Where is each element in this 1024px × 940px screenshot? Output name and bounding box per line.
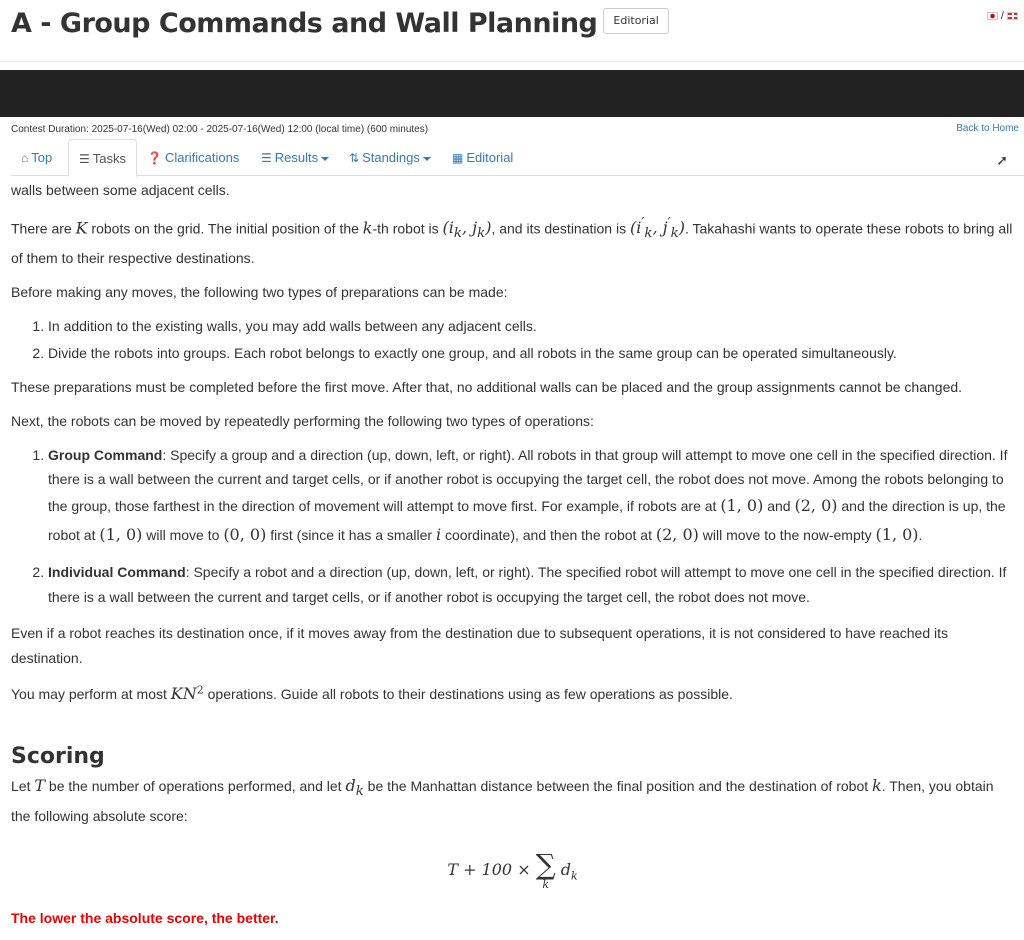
- op-title: Group Command: [48, 446, 163, 463]
- math-K: K: [75, 218, 88, 238]
- page-header: [0, 0, 1024, 62]
- page-title: [11, 4, 669, 44]
- back-to-home-link[interactable]: Back to Home: [956, 123, 1019, 134]
- paragraph: Next, the robots can be moved by repeatedly performing the following two types of operations:: [11, 412, 594, 429]
- tab-label: Standings: [362, 150, 420, 165]
- tab-tasks[interactable]: [68, 139, 137, 177]
- paragraph: [11, 680, 1014, 708]
- text: be the Manhattan distance between the final position and the destination of robot: [363, 778, 873, 795]
- text: : Specify a group and a direction (up, down, left, or right). All robots in that group will attempt to move one cell in the specified direction. If there is a wall between the current and target cells, or if another robot is occupying the target cell, the robot does not move. Among the robots belonging to the group, those farthest in the direction of movement will attempt to move first. For example, if robots are at: [48, 446, 1008, 515]
- paragraph: [11, 772, 1014, 829]
- title-text: A - Group Commands and Wall Planning: [11, 8, 598, 39]
- list-item: [48, 560, 1014, 610]
- paragraph: walls between some adjacent cells.: [11, 182, 230, 198]
- paragraph: Before making any moves, the following two types of preparations can be made:: [11, 284, 508, 301]
- paragraph: Even if a robot reaches its destination once, if it moves away from the destination due to subsequent operations, it is not considered to have reached its destination.: [11, 625, 948, 667]
- tab-top[interactable]: [11, 139, 62, 176]
- chevron-down-icon: [321, 157, 329, 161]
- text: will move to the now-empty: [698, 526, 876, 543]
- text: You may perform at most: [11, 685, 171, 702]
- math-KN: KN: [170, 683, 197, 703]
- tab-label: Top: [31, 150, 53, 165]
- text: and: [763, 498, 795, 515]
- math-point: (2, 0): [794, 496, 838, 516]
- math-part: d: [345, 776, 356, 796]
- contest-duration: Contest Duration: 2025-07-16(Wed) 02:00 - 2025-07-16(Wed) 12:00 (local time) (600 minutes): [11, 124, 429, 135]
- pin-icon[interactable]: ➚: [996, 152, 1008, 168]
- math-part: (i: [442, 218, 454, 238]
- math-T: T: [34, 776, 46, 796]
- navbar: [0, 70, 1024, 117]
- text: Let: [11, 778, 35, 795]
- text: robots on the grid. The initial position of the: [87, 220, 363, 237]
- math-sub: k: [355, 784, 364, 800]
- math-sub: k: [571, 869, 578, 883]
- home-icon: ⌂: [21, 151, 29, 165]
- math-point: (1, 0): [720, 496, 764, 516]
- tasks-icon: ☰: [79, 152, 90, 166]
- list-item: 2. Divide the robots into groups. Each robot belongs to exactly one group, and all robots in the same group can be operated simultaneously.: [48, 341, 1014, 366]
- text: : Specify a robot and a direction (up, down, left, or right). The specified robot will attempt to move one cell in the specified direction. If there is a wall between the current and target cells, or if another robot is occupying the target cell, the robot does not move.: [48, 564, 1007, 606]
- math-part: ): [678, 218, 685, 238]
- text: There are: [11, 220, 76, 237]
- paragraph: These preparations must be completed before the first move. After that, no additional walls can be placed and the group assignments cannot be changed.: [11, 378, 963, 395]
- text: . Takahashi wants to operate these robots to bring all of them to their respective destinations.: [11, 220, 1013, 267]
- language-switch: [987, 8, 1018, 24]
- math-i: i: [435, 524, 442, 544]
- math-sub: k: [644, 226, 653, 242]
- text: -th robot is: [372, 220, 443, 237]
- contest-tabs: [11, 139, 1024, 176]
- sum-index: k: [542, 878, 550, 892]
- tab-label: Clarifications: [164, 150, 240, 165]
- sum-symbol: [535, 848, 556, 892]
- chevron-down-icon: [423, 157, 431, 161]
- math-sub: k: [453, 226, 462, 242]
- math-part: , j: [461, 218, 478, 238]
- text: .: [918, 526, 923, 543]
- math-point: (0, 0): [223, 524, 267, 544]
- list-icon: ☰: [261, 151, 272, 165]
- scoring-heading: Scoring: [11, 744, 105, 770]
- sort-icon: ⇅: [349, 151, 360, 165]
- score-formula: [11, 848, 1014, 892]
- tab-label: Tasks: [92, 151, 126, 166]
- math-part: (i: [629, 218, 642, 238]
- preparation-list: [11, 314, 1014, 366]
- tab-label: Results: [274, 150, 319, 165]
- formula-right: d: [555, 860, 572, 880]
- math-sup: ′: [641, 215, 645, 231]
- math-point: (1, 0): [99, 524, 143, 544]
- list-item: [48, 443, 1014, 550]
- text: coordinate), and then the robot at: [441, 526, 656, 543]
- math-sub: k: [670, 226, 679, 242]
- math-k: k: [362, 218, 373, 238]
- score-note: The lower the absolute score, the better.: [11, 910, 279, 927]
- text: . Then, you obtain the following absolute score:: [11, 778, 994, 825]
- tab-results[interactable]: [251, 139, 339, 176]
- lang-separator: /: [1000, 10, 1004, 22]
- math-part: ): [485, 218, 492, 238]
- uk-flag-icon[interactable]: [1007, 12, 1018, 20]
- math-sup: 2: [196, 683, 204, 697]
- math-sub: k: [477, 226, 486, 242]
- book-icon: ▦: [452, 151, 464, 165]
- text: first (since it has a smaller: [266, 526, 436, 543]
- formula-left: T + 100 ×: [447, 860, 536, 880]
- text: , and its destination is: [491, 220, 630, 237]
- math-start-pos: [442, 218, 492, 242]
- op-title: Individual Command: [48, 564, 186, 581]
- japan-flag-icon[interactable]: [987, 12, 998, 20]
- math-point: (1, 0): [875, 524, 919, 544]
- text: will move to: [142, 526, 224, 543]
- question-icon: ❓: [147, 151, 162, 165]
- text: and the direction is up, the robot at: [48, 498, 1006, 543]
- sigma: ∑: [535, 848, 556, 882]
- text: operations. Guide all robots to their destinations using as few operations as possible.: [203, 685, 733, 702]
- list-item: 1. In addition to the existing walls, you may add walls between any adjacent cells.: [48, 314, 1014, 339]
- paragraph: [11, 212, 1014, 271]
- editorial-button[interactable]: Editorial: [603, 8, 668, 34]
- math-sup: ′: [667, 215, 671, 231]
- tab-standings[interactable]: [339, 139, 441, 176]
- tab-editorial[interactable]: [442, 139, 523, 176]
- text: be the number of operations performed, and let: [45, 778, 346, 795]
- math-k: k: [872, 776, 882, 796]
- problem-statement: [11, 178, 1014, 940]
- tab-label: Editorial: [466, 150, 514, 165]
- tab-clarifications[interactable]: [137, 139, 249, 176]
- math-dest-pos: [629, 215, 685, 242]
- math-point: (2, 0): [655, 524, 699, 544]
- operation-list: [11, 443, 1014, 611]
- math-dk: [345, 776, 364, 800]
- math-part: , j: [652, 218, 668, 238]
